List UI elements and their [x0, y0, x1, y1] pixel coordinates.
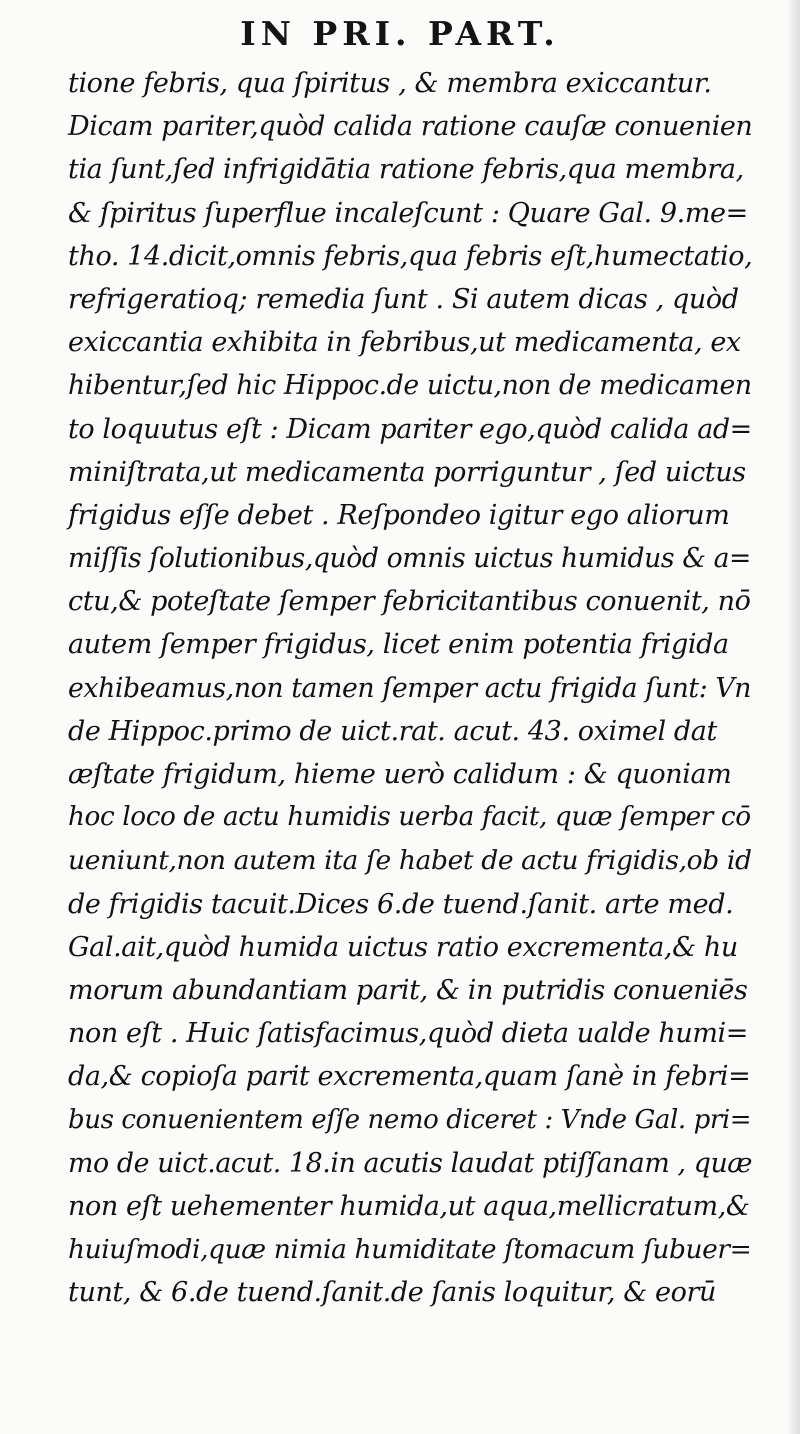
text-line: miſſis ſolutionibus,quòd omnis uictus humidus & a= — [68, 543, 751, 575]
text-line: tia ſunt,ſed infrigidātia ratione febris,qua membra, — [68, 154, 744, 186]
text-line: tione febris, qua ſpiritus , & membra exiccantur. — [68, 68, 712, 99]
text-line: frigidus eſſe debet . Reſpondeo igitur ego aliorum — [68, 499, 730, 531]
text-line: de frigidis tacuit.Dices 6.de tuend.ſanit. arte med. — [68, 888, 734, 920]
text-line: ueniunt,non autem ita ſe habet de actu frigidis,ob id — [68, 845, 752, 877]
text-line: mo de uict.acut. 18.in acutis laudat ptiſſanam , quæ — [68, 1147, 753, 1179]
text-line: da,& copioſa parit excrementa,quam ſanè in febri= — [68, 1061, 751, 1093]
text-line: miniſtrata,ut medicamenta porriguntur , ſed uictus — [68, 456, 746, 488]
text-line: huiuſmodi,quæ nimia humiditate ſtomacum ſubuer= — [68, 1234, 752, 1266]
text-line: exhibeamus,non tamen ſemper actu frigida ſunt: Vn — [68, 672, 752, 704]
text-line: tunt, & 6.de tuend.ſanit.de ſanis loquitur, & eorū — [68, 1277, 716, 1309]
page-edge-shadow — [786, 0, 800, 1434]
text-line: hibentur,ſed hic Hippoc.de uictu,non de medicamen — [68, 370, 752, 402]
text-line: bus conuenientem eſſe nemo diceret : Vnde Gal. pri= — [68, 1104, 752, 1135]
text-line: to loquutus eſt : Dicam pariter ego,quòd calida ad= — [68, 413, 752, 445]
text-line: tho. 14.dicit,omnis febris,qua febris eſt,humectatio, — [68, 240, 753, 272]
text-line: Dicam pariter,quòd calida ratione cauſæ conuenien — [68, 111, 753, 143]
text-line: æſtate frigidum, hieme uerò calidum : & quoniam — [68, 759, 732, 790]
text-block — [68, 62, 752, 1314]
text-line: non eſt . Huic ſatisfacimus,quòd dieta ualde humi= — [68, 1018, 748, 1050]
text-line: & ſpiritus ſuperflue incaleſcunt : Quare Gal. 9.me= — [68, 197, 748, 229]
text-line: morum abundantiam parit, & in putridis conueniēs — [68, 974, 748, 1006]
text-line: non eſt uehementer humida,ut aqua,mellicratum,& — [68, 1190, 750, 1222]
text-line: refrigeratioq; remedia ſunt . Si autem dicas , quòd — [68, 283, 739, 315]
text-line: ctu,& poteſtate ſemper febricitantibus conuenit, nō — [68, 586, 751, 618]
text-line: autem ſemper frigidus, licet enim potentia frigida — [68, 629, 729, 661]
text-line: exiccantia exhibita in febribus,ut medicamenta, ex — [68, 327, 741, 359]
text-line: Gal.ait,quòd humida uictus ratio excrementa,& hu — [68, 931, 738, 963]
running-head: IN PRI. PART. — [240, 14, 560, 53]
text-line: hoc loco de actu humidis uerba facit, quæ ſemper cō — [68, 802, 751, 833]
text-line: de Hippoc.primo de uict.rat. acut. 43. oximel dat — [68, 715, 717, 747]
